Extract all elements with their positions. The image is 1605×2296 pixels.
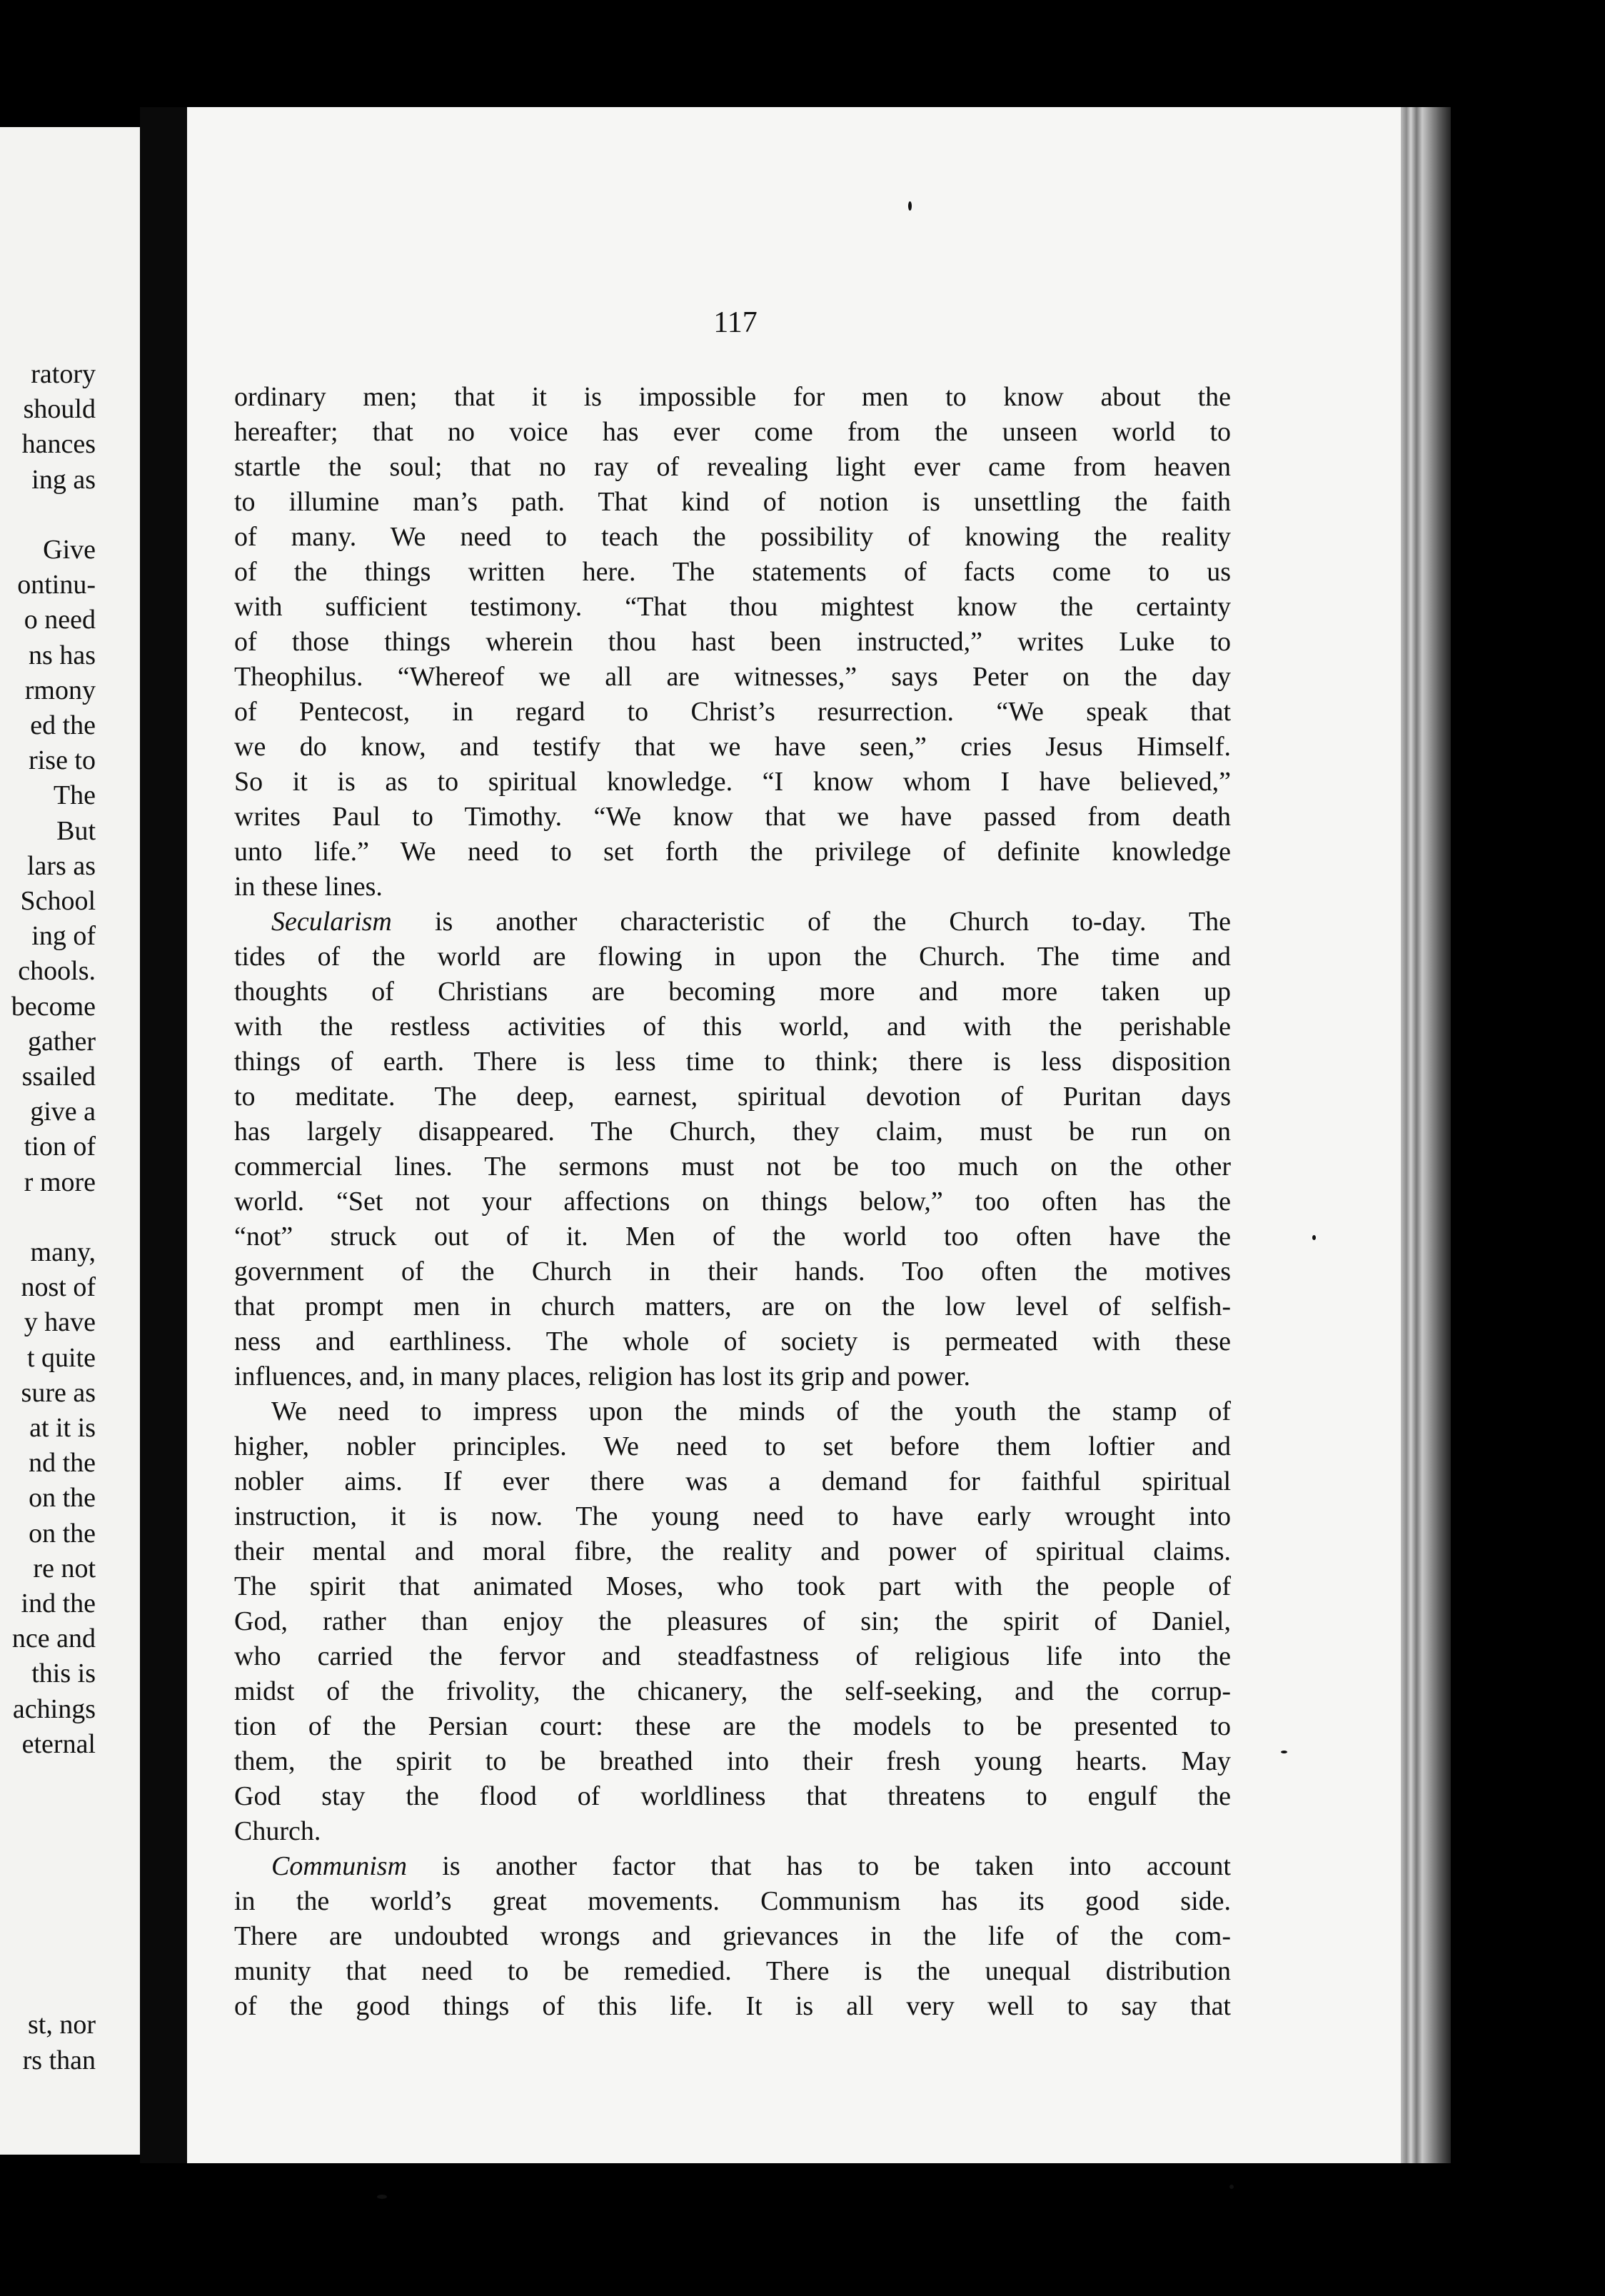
left-text-line: nce and <box>11 1623 96 1654</box>
left-text-line: But <box>56 815 96 846</box>
text-line: We need to impress upon the minds of the youth the stamp of <box>271 1396 1231 1426</box>
text-line: unto life.” We need to set forth the privilege of definite knowledge <box>234 837 1231 867</box>
left-text-line: ssailed <box>21 1062 96 1092</box>
left-text-line: ing as <box>31 464 96 495</box>
text-line: Church. <box>234 1816 321 1846</box>
book-gutter <box>140 107 187 2163</box>
left-text-line: become <box>11 991 96 1022</box>
left-text-line: ind the <box>21 1588 96 1618</box>
text-line: The spirit that animated Moses, who took part with the people of <box>234 1571 1231 1601</box>
left-text-line: y have <box>24 1307 96 1338</box>
left-text-line: t quite <box>26 1342 96 1373</box>
left-text-line: o need <box>24 605 96 635</box>
left-text-line: tion of <box>24 1132 96 1162</box>
italic-term: Communism <box>271 1851 408 1881</box>
left-text-line: re not <box>33 1553 96 1583</box>
left-text-line: rmony <box>24 675 96 705</box>
page-body-text <box>234 380 1231 2024</box>
text-line: of the good things of this life. It is all very well to say that <box>234 1991 1231 2021</box>
left-text-line: sure as <box>21 1377 96 1408</box>
text-line: in the world’s great movements. Communism has its good side. <box>234 1886 1231 1916</box>
ink-speck <box>1229 2185 1234 2189</box>
text-line: munity that need to be remedied. There is the unequal distribution <box>234 1956 1231 1986</box>
text-line: government of the Church in their hands. Too often the motives <box>234 1257 1231 1287</box>
text-line: hereafter; that no voice has ever come from the unseen world to <box>234 417 1231 447</box>
text-line: ordinary men; that it is impossible for men to know about the <box>234 382 1231 412</box>
line-text: is another characteristic of the Church to-day. The <box>391 907 1231 937</box>
left-text-line: ns has <box>29 640 96 670</box>
left-page-fragment <box>0 127 140 2155</box>
left-text-line: should <box>23 394 96 425</box>
left-text-line: rise to <box>29 745 96 776</box>
italic-term: Secularism <box>271 907 392 937</box>
left-text-line: many, <box>30 1237 96 1267</box>
text-line: “not” struck out of it. Men of the world too often have the <box>234 1222 1231 1252</box>
text-line: So it is as to spiritual knowledge. “I know whom I have believed,” <box>234 767 1231 797</box>
text-line: of the things written here. The statements of facts come to us <box>234 557 1231 587</box>
text-line: of those things wherein thou hast been instructed,” writes Luke to <box>234 627 1231 657</box>
left-text-line: nost of <box>21 1272 96 1303</box>
text-line: to meditate. The deep, earnest, spiritual devotion of Puritan days <box>234 1082 1231 1112</box>
text-line: has largely disappeared. The Church, they claim, must be run on <box>234 1117 1231 1147</box>
left-text-line: Give <box>43 535 96 565</box>
left-text-line: give a <box>30 1097 96 1127</box>
text-line: things of earth. There is less time to think; there is less disposition <box>234 1047 1231 1077</box>
left-text-line: rs than <box>22 2045 96 2075</box>
ink-speck <box>908 201 912 211</box>
text-line: tion of the Persian court: these are the models to be presented to <box>234 1711 1231 1741</box>
page-edges <box>1401 107 1451 2163</box>
text-line: with the restless activities of this world, and with the perishable <box>234 1012 1231 1042</box>
left-text-line: at it is <box>29 1413 96 1443</box>
text-line: nobler aims. If ever there was a demand for faithful spiritual <box>234 1466 1231 1496</box>
text-line: of Pentecost, in regard to Christ’s resurrection. “We speak that <box>234 697 1231 727</box>
left-text-line: School <box>20 886 96 916</box>
left-text-line: ed the <box>30 710 96 740</box>
text-line: we do know, and testify that we have seen,” cries Jesus Himself. <box>234 732 1231 762</box>
text-line: There are undoubted wrongs and grievances in the life of the com- <box>234 1921 1231 1951</box>
left-text-line: The <box>53 780 96 811</box>
left-text-line: ing of <box>31 921 96 952</box>
left-text-line: r more <box>24 1167 96 1197</box>
text-line: to illumine man’s path. That kind of notion is unsettling the faith <box>234 487 1231 517</box>
text-line: thoughts of Christians are becoming more and more taken up <box>234 977 1231 1007</box>
left-text-line: this is <box>31 1658 96 1689</box>
line-text: is another factor that has to be taken into account <box>407 1851 1231 1881</box>
page-number: 117 <box>713 306 758 339</box>
text-line <box>234 1849 1231 1884</box>
ink-speck <box>377 2195 387 2199</box>
text-line: writes Paul to Timothy. “We know that we have passed from death <box>234 802 1231 832</box>
text-line: world. “Set not your affections on things below,” too often has the <box>234 1187 1231 1217</box>
left-text-line: on the <box>29 1483 96 1514</box>
text-line: commercial lines. The sermons must not be too much on the other <box>234 1152 1231 1182</box>
left-text-line: lars as <box>26 850 96 881</box>
text-line: midst of the frivolity, the chicanery, the self-seeking, and the corrup- <box>234 1676 1231 1706</box>
ink-speck <box>1281 1751 1287 1753</box>
ink-speck <box>1312 1235 1316 1240</box>
left-text-line: eternal <box>21 1728 96 1759</box>
left-text-line: on the <box>29 1518 96 1549</box>
text-line: God, rather than enjoy the pleasures of sin; the spirit of Daniel, <box>234 1606 1231 1636</box>
text-line: that prompt men in church matters, are on the low level of selfish- <box>234 1292 1231 1321</box>
left-text-line: ratory <box>31 359 96 389</box>
text-line: their mental and moral fibre, the reality and power of spiritual claims. <box>234 1536 1231 1566</box>
text-line <box>234 905 1231 940</box>
text-line: higher, nobler principles. We need to set before them loftier and <box>234 1431 1231 1461</box>
left-text-line: hances <box>21 429 96 460</box>
left-text-line: nd the <box>29 1448 96 1479</box>
text-line: with sufficient testimony. “That thou mightest know the certainty <box>234 592 1231 622</box>
text-line: instruction, it is now. The young need to have early wrought into <box>234 1501 1231 1531</box>
left-text-line: st, nor <box>28 2010 96 2040</box>
left-text-line: gather <box>28 1026 96 1057</box>
text-line: who carried the fervor and steadfastness of religious life into the <box>234 1641 1231 1671</box>
left-page-text <box>0 127 140 2155</box>
text-line: ness and earthliness. The whole of society is permeated with these <box>234 1326 1231 1356</box>
text-line: tides of the world are flowing in upon the Church. The time and <box>234 942 1231 972</box>
left-text-line: achings <box>12 1693 96 1724</box>
text-line: God stay the flood of worldliness that threatens to engulf the <box>234 1781 1231 1811</box>
text-line: them, the spirit to be breathed into their fresh young hearts. May <box>234 1746 1231 1776</box>
text-line: Theophilus. “Whereof we all are witnesses,” says Peter on the day <box>234 662 1231 692</box>
text-line: startle the soul; that no ray of revealing light ever came from heaven <box>234 452 1231 482</box>
left-text-line: chools. <box>18 956 96 987</box>
left-text-line: ontinu- <box>17 570 96 600</box>
text-line: in these lines. <box>234 872 383 902</box>
text-line: influences, and, in many places, religion has lost its grip and power. <box>234 1361 971 1391</box>
text-line: of many. We need to teach the possibility of knowing the reality <box>234 522 1231 552</box>
